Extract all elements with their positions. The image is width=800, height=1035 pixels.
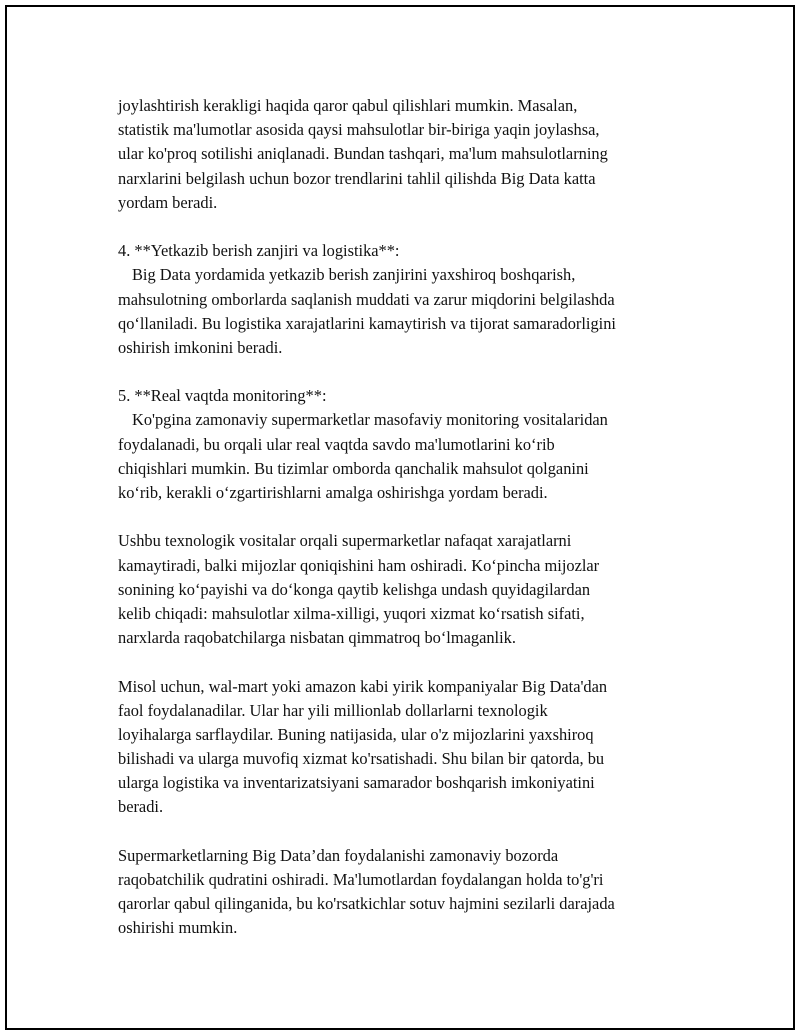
text-line: oshirish imkonini beradi. xyxy=(118,337,283,357)
text-line: loyihalarga sarflaydilar. Buning natijasida, ular o'z mijozlarini yaxshiroq xyxy=(118,724,594,744)
text-line: narxlarini belgilash uchun bozor trendlarini tahlil qilishda Big Data katta xyxy=(118,168,596,188)
text-line: ular ko'proq sotilishi aniqlanadi. Bundan tashqari, ma'lum mahsulotlarning xyxy=(118,144,608,164)
text-line: Supermarketlarning Big Data’dan foydalanishi zamonaviy bozorda xyxy=(118,845,559,865)
section-heading: 4. **Yetkazib berish zanjiri va logistika**: xyxy=(118,241,400,261)
paragraph-6 xyxy=(118,529,688,650)
text-line: raqobatchilik qudratini oshiradi. Ma'lumotlardan foydalangan holda to'g'ri xyxy=(118,870,604,889)
text-line: kelib chiqadi: mahsulotlar xilma-xilligi, yuqori xizmat ko‘rsatish sifati, xyxy=(118,603,585,623)
text-line: faol foydalanadilar. Ular har yili millionlab dollarlarni texnologik xyxy=(118,700,548,720)
text-line: Misol uchun, wal-mart yoki amazon kabi yirik kompaniyalar Big Data'dan xyxy=(118,676,608,696)
text-line: yordam beradi. xyxy=(118,192,218,212)
text-line: ularga logistika va inventarizatsiyani samarador boshqarish imkoniyatini xyxy=(118,773,595,793)
document-body xyxy=(118,94,688,965)
text-line: mahsulotning omborlarda saqlanish muddati va zarur miqdorini belgilashda xyxy=(118,289,615,309)
text-line: qo‘llaniladi. Bu logistika xarajatlarini kamaytirish va tijorat samaradorligini xyxy=(118,313,616,333)
section-heading: 5. **Real vaqtda monitoring**: xyxy=(118,386,327,406)
text-line: statistik ma'lumotlar asosida qaysi mahsulotlar bir-biriga yaqin joylashsa, xyxy=(118,120,600,140)
text-line: foydalanadi, bu orqali ular real vaqtda savdo ma'lumotlarini ko‘rib xyxy=(118,434,555,454)
text-line: kamaytiradi, balki mijozlar qoniqishini ham oshiradi. Ko‘pincha mijozlar xyxy=(118,555,600,575)
text-line: sonining ko‘payishi va do‘konga qaytib kelishga undash quyidagilardan xyxy=(118,579,591,599)
text-line: Ushbu texnologik vositalar orqali supermarketlar nafaqat xarajatlarni xyxy=(118,531,572,551)
text-line: chiqishlari mumkin. Bu tizimlar omborda qanchalik mahsulot qolganini xyxy=(118,458,589,478)
text-line: oshirishi mumkin. xyxy=(118,918,238,938)
text-line: qarorlar qabul qilinganida, bu ko'rsatkichlar sotuv hajmini sezilarli darajada xyxy=(118,894,615,914)
text-line: bilishadi va ularga muvofiq xizmat ko'rsatishadi. Shu bilan bir qatorda, bu xyxy=(118,749,605,769)
text-line: beradi. xyxy=(118,797,164,817)
paragraph-1 xyxy=(118,94,688,215)
text-line: narxlarda raqobatchilarga nisbatan qimmatroq bo‘lmaganlik. xyxy=(118,628,516,648)
section-4 xyxy=(118,239,688,360)
paragraph-7 xyxy=(118,675,688,820)
text-line: Big Data yordamida yetkazib berish zanjirini yaxshiroq boshqarish, xyxy=(132,265,576,285)
paragraph-8 xyxy=(118,844,688,941)
text-line: joylashtirish kerakligi haqida qaror qabul qilishlari mumkin. Masalan, xyxy=(118,96,578,115)
text-line: ko‘rib, kerakli o‘zgartirishlarni amalga oshirishga yordam beradi. xyxy=(118,483,548,502)
text-line: Ko'pgina zamonaviy supermarketlar masofaviy monitoring vositalaridan xyxy=(132,410,608,430)
section-5 xyxy=(118,384,688,505)
